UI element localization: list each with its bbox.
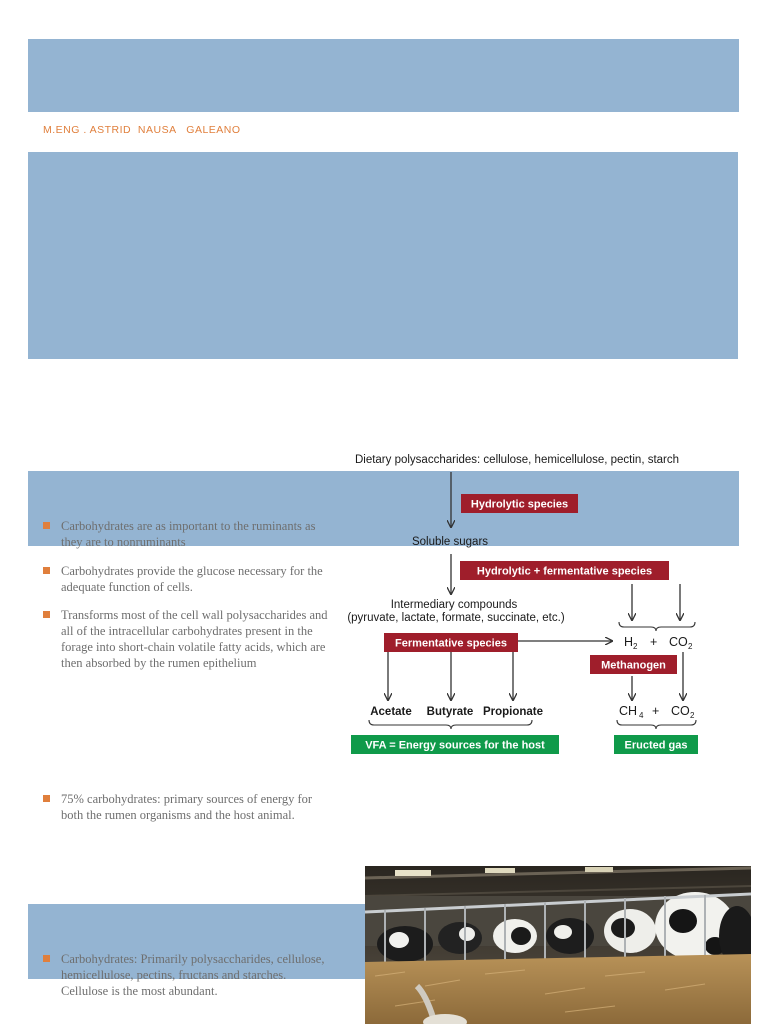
vfa-label: VFA = Energy sources for the host (365, 739, 545, 752)
acetate-label: Acetate (370, 706, 412, 718)
bullet-text: Carbohydrates: Primarily polysaccharides, cellulose, hemicellulose, pectins, fructans and starches. Cellulose is the most abundant. (61, 952, 325, 998)
brace (617, 720, 696, 729)
bullet-marker-icon (43, 611, 50, 618)
butyrate-label: Butyrate (426, 706, 474, 718)
co2-subscript: 2 (690, 711, 695, 720)
intermediary-compounds-label: Intermediary compounds (390, 599, 518, 611)
h2-label: H (624, 635, 634, 649)
cows-feeding-photo (365, 866, 751, 1024)
ch4-subscript: 4 (639, 711, 644, 720)
soluble-sugars-label: Soluble sugars (411, 536, 489, 548)
bullet-item (43, 607, 333, 671)
bullet-marker-icon (43, 795, 50, 802)
fermentative-species-label: Fermentative species (395, 637, 507, 650)
plus-sign: + (652, 704, 660, 718)
h2-subscript: 2 (633, 642, 638, 651)
bullet-marker-icon (43, 955, 50, 962)
barn-illustration (365, 866, 751, 1024)
bullet-text: Carbohydrates provide the glucose necessary for the adequate function of cells. (61, 564, 323, 594)
plus-sign: + (650, 635, 658, 649)
bullet-text: Carbohydrates are as important to the ruminants as they are to nonruminants (61, 519, 316, 549)
hydrolytic-species-label: Hydrolytic species (470, 498, 569, 511)
bullet-text: 75% carbohydrates: primary sources of energy for both the rumen organisms and the host animal. (61, 792, 313, 822)
author-name: M.ENG . ASTRID NAUSA GALEANO (43, 124, 241, 136)
dietary-polysaccharides-label: Dietary polysaccharides: cellulose, hemicellulose, pectin, starch (354, 454, 680, 466)
brace (369, 720, 532, 729)
bullet-text: Transforms most of the cell wall polysaccharides and all of the intracellular carbohydrates present in the forage into short-chain volatile fatty acids, which are then absorbed by the rumen epithelium (61, 608, 328, 670)
bullet-item (43, 791, 333, 823)
co2-subscript: 2 (688, 642, 693, 651)
brace (619, 622, 695, 631)
methanogen-label: Methanogen (601, 659, 666, 672)
bullet-item (43, 518, 333, 550)
eructed-gas-label: Eructed gas (624, 739, 688, 752)
co2-label: CO (671, 704, 690, 718)
intermediary-compounds-examples: (pyruvate, lactate, formate, succinate, etc.) (347, 612, 565, 624)
propionate-label: Propionate (482, 706, 544, 718)
title-band (28, 152, 738, 359)
bullet-item (43, 951, 333, 999)
ch4-label: CH (619, 704, 638, 718)
co2-label: CO (669, 635, 688, 649)
hydrolytic-fermentative-label: Hydrolytic + fermentative species (476, 565, 653, 578)
rumen-fermentation-diagram (340, 440, 720, 770)
header-band (28, 39, 739, 112)
bullet-marker-icon (43, 522, 50, 529)
bullet-item (43, 563, 333, 595)
bullet-marker-icon (43, 567, 50, 574)
